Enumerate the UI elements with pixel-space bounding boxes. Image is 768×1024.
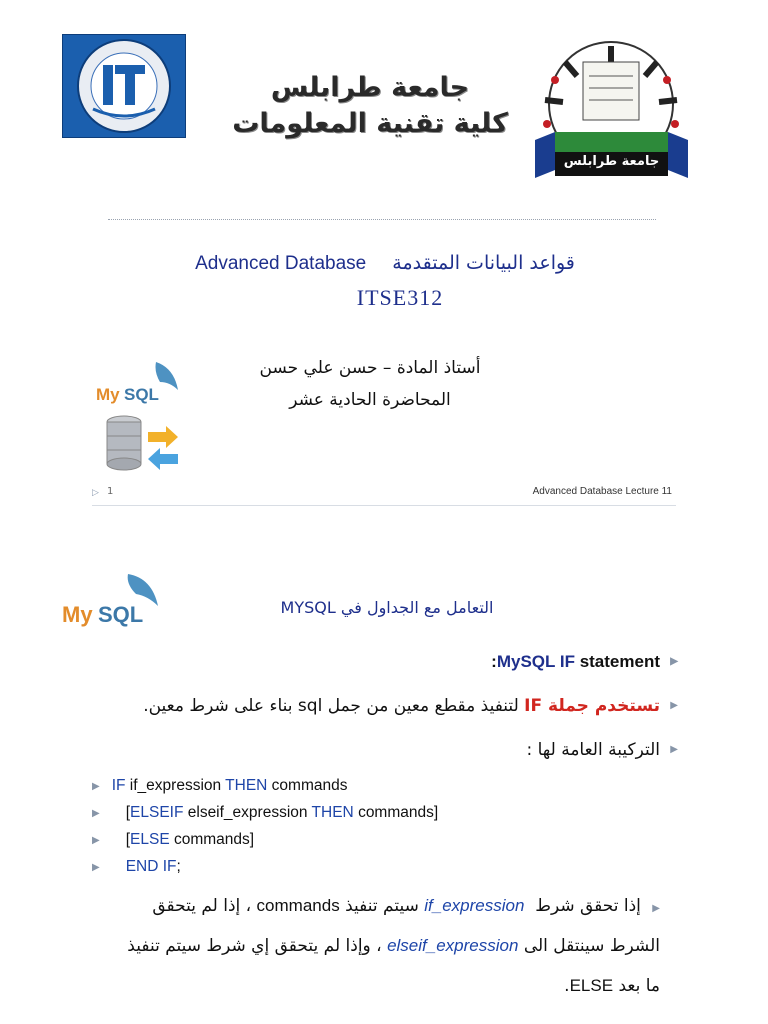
- explain-text: الشرط سينتقل الى: [523, 936, 660, 956]
- explain-else: ELSE: [569, 976, 614, 995]
- lecture-line: المحاضرة الحادية عشر: [289, 390, 451, 410]
- explain-text: إذا تحقق شرط: [535, 896, 641, 916]
- footer-arrow-icon: ▷: [92, 488, 99, 498]
- bullet-icon: ▶: [92, 808, 100, 819]
- bullet-icon: ▶: [652, 903, 660, 914]
- title-colon: :: [491, 652, 497, 671]
- usage-rest: لتنفيذ مقطع معين من جمل sql بناء على شرط معين.: [143, 696, 519, 716]
- statement-title: [90, 652, 678, 672]
- explain-expr: elseif_expression: [387, 936, 519, 955]
- course-name-ar: قواعد البيانات المتقدمة: [392, 252, 575, 274]
- mysql-database-icon: [94, 360, 194, 475]
- explain-line-2: [90, 926, 660, 966]
- svg-text:My: My: [62, 602, 93, 627]
- code-text: if_expression: [129, 777, 222, 794]
- kw-elseif: ELSEIF: [130, 804, 184, 821]
- course-name: [150, 252, 620, 275]
- faculty-name: كلية تقنية المعلومات: [232, 108, 508, 139]
- code-line-4: [92, 858, 181, 876]
- explain-text: ما بعد: [618, 976, 660, 996]
- usage-line: [90, 696, 678, 716]
- syntax-label: [90, 740, 678, 760]
- code-text: commands]: [173, 831, 255, 848]
- syntax-label-text: التركيبة العامة لها :: [526, 740, 660, 760]
- kw-if: IF: [111, 777, 126, 794]
- course-code: ITSE312: [356, 285, 444, 310]
- code-text: commands]: [358, 804, 439, 821]
- svg-text:SQL: SQL: [98, 602, 144, 627]
- svg-text:My: My: [96, 385, 120, 404]
- university-name: جامعة طرابلس: [270, 72, 470, 103]
- page-number: 1: [107, 486, 114, 497]
- explain-text: ، إذا لم يتحقق: [152, 896, 252, 916]
- kw-else: ELSE: [130, 831, 170, 848]
- code-text: [: [125, 804, 131, 821]
- slide-heading: التعامل مع الجداول في MYSQL: [280, 598, 494, 617]
- lecture-info: [220, 352, 520, 416]
- bullet-icon: ▶: [670, 656, 678, 667]
- bullet-icon: ▶: [92, 781, 100, 792]
- footer-title: Advanced Database Lecture 11: [532, 486, 672, 497]
- title-statement: statement: [579, 652, 660, 671]
- code-line-3: [92, 831, 254, 849]
- explain-text: .: [564, 976, 570, 996]
- usage-red: تستخدم جملة IF: [524, 696, 660, 716]
- tripoli-university-logo: [525, 40, 698, 190]
- explain-text: سيتم تنفيذ: [345, 896, 419, 916]
- teacher-line: أستاذ المادة – حسن علي حسن: [259, 358, 481, 378]
- bullet-icon: ▶: [670, 744, 678, 755]
- code-text: commands: [271, 777, 348, 794]
- svg-text:SQL: SQL: [124, 385, 159, 404]
- bullet-icon: ▶: [670, 700, 678, 711]
- title-mysql: MySQL: [496, 652, 556, 671]
- kw-then: THEN: [225, 777, 268, 794]
- explain-line-3: [90, 966, 660, 1006]
- explain-line-1: [90, 886, 660, 929]
- course-name-en: Advanced Database: [195, 253, 367, 274]
- it-faculty-logo: [62, 34, 186, 138]
- code-text: ;: [176, 858, 181, 875]
- footer-rule: [92, 505, 676, 506]
- university-title: [200, 70, 540, 142]
- code-line-1: [92, 777, 347, 795]
- explain-expr: if_expression: [424, 896, 525, 915]
- title-divider: [108, 219, 656, 220]
- logo-banner-text: جامعة طرابلس: [563, 154, 660, 169]
- kw-then: THEN: [311, 804, 354, 821]
- title-if: IF: [559, 652, 575, 671]
- kw-end-if: END IF: [125, 858, 177, 875]
- explain-text: ، وإذا لم يتحقق إي شرط سيتم تنفيذ: [127, 936, 382, 956]
- code-text: elseif_expression: [187, 804, 308, 821]
- code-text: [: [125, 831, 131, 848]
- code-line-2: [92, 804, 438, 822]
- explain-cmd: commands: [256, 896, 340, 915]
- mysql-logo: [62, 570, 172, 630]
- bullet-icon: ▶: [92, 862, 100, 873]
- bullet-icon: ▶: [92, 835, 100, 846]
